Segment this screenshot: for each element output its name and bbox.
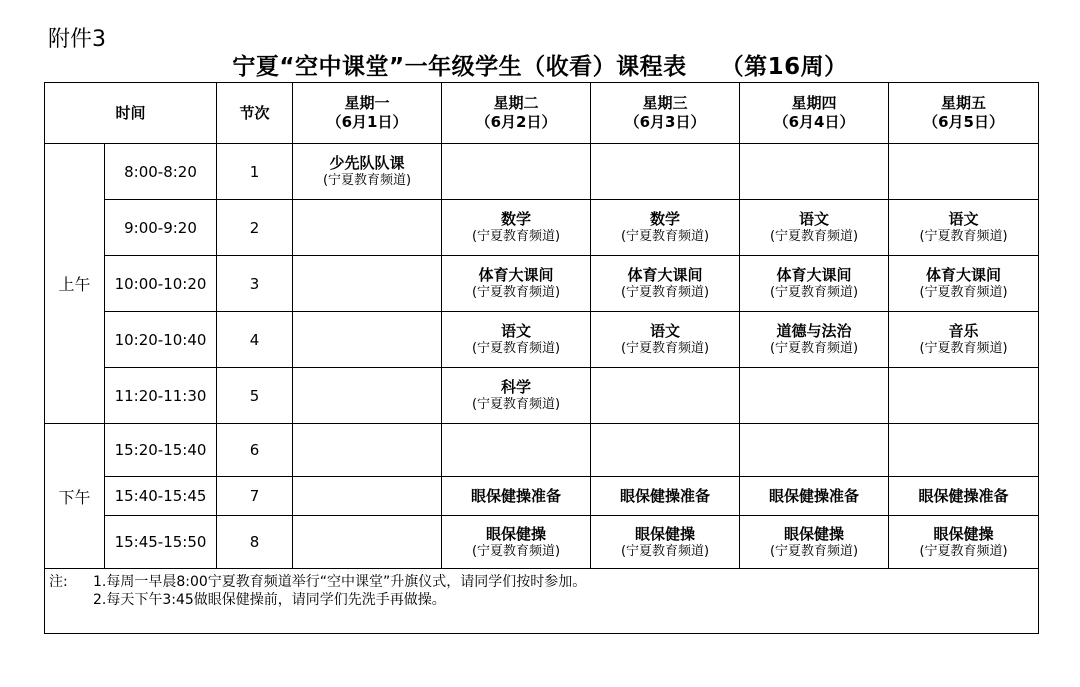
course-cell <box>740 144 889 200</box>
course-channel: (宁夏教育频道) <box>620 341 710 356</box>
course-name: 眼保健操 <box>933 524 994 543</box>
course-channel: (宁夏教育频道) <box>919 229 1008 244</box>
course-channel: (宁夏教育频道) <box>769 229 859 244</box>
header-day <box>889 83 1039 144</box>
course-name: 语文 <box>799 210 830 228</box>
day-date: （6月5日） <box>923 113 1004 131</box>
course-channel: (宁夏教育频道) <box>769 285 859 300</box>
course-name: 音乐 <box>948 322 979 340</box>
course-cell <box>740 477 889 516</box>
course-cell <box>293 516 442 569</box>
time-cell: 15:45-15:50 <box>105 516 217 569</box>
course-cell <box>591 256 740 312</box>
course-cell <box>740 516 889 569</box>
day-name: 星期五 <box>941 94 987 112</box>
course-cell <box>591 144 740 200</box>
time-cell: 8:00-8:20 <box>105 144 217 200</box>
course-cell <box>293 368 442 424</box>
course-channel: (宁夏教育频道) <box>769 543 859 559</box>
course-name: 少先队队课 <box>329 154 405 172</box>
course-cell <box>591 312 740 368</box>
course-name: 眼保健操 <box>784 524 845 543</box>
time-cell: 15:20-15:40 <box>105 424 217 477</box>
course-channel: (宁夏教育频道) <box>919 543 1008 559</box>
course-cell <box>889 312 1039 368</box>
course-cell <box>442 516 591 569</box>
course-cell <box>591 477 740 516</box>
schedule-title <box>0 48 1080 81</box>
course-name: 语文 <box>650 322 681 340</box>
day-date: （6月2日） <box>475 113 557 131</box>
course-channel: (宁夏教育频道) <box>919 285 1008 300</box>
course-cell <box>293 144 442 200</box>
header-period: 节次 <box>217 83 293 144</box>
course-channel: (宁夏教育频道) <box>471 543 561 559</box>
course-cell <box>740 424 889 477</box>
course-cell <box>591 200 740 256</box>
day-name: 星期二 <box>493 94 539 112</box>
afternoon-label: 下午 <box>45 424 105 569</box>
time-cell: 15:40-15:45 <box>105 477 217 516</box>
course-cell <box>293 200 442 256</box>
notes-row <box>45 569 1039 634</box>
course-channel: (宁夏教育频道) <box>620 285 710 300</box>
morning-label: 上午 <box>45 144 105 424</box>
period-cell: 5 <box>217 368 293 424</box>
course-name: 体育大课间 <box>627 266 703 284</box>
course-name: 科学 <box>501 378 532 396</box>
note-line-1: 1.每周一早晨8:00宁夏教育频道举行“空中课堂”升旗仪式，请同学们按时参加。 <box>93 574 587 590</box>
course-cell <box>442 477 591 516</box>
course-cell <box>740 368 889 424</box>
course-channel: (宁夏教育频道) <box>620 543 710 559</box>
day-date: （6月4日） <box>773 113 855 131</box>
course-cell <box>293 477 442 516</box>
course-channel: (宁夏教育频道) <box>620 229 710 244</box>
course-name: 眼保健操准备 <box>769 487 860 505</box>
course-cell <box>889 256 1039 312</box>
course-channel: (宁夏教育频道) <box>919 341 1008 356</box>
time-cell: 11:20-11:30 <box>105 368 217 424</box>
day-name: 星期三 <box>642 94 688 112</box>
course-name: 数学 <box>650 210 681 228</box>
course-cell <box>740 200 889 256</box>
table-row <box>45 516 1039 569</box>
course-cell <box>442 368 591 424</box>
period-cell: 7 <box>217 477 293 516</box>
notes-cell <box>45 569 1039 634</box>
course-cell <box>889 516 1039 569</box>
attachment-label: 附件3 <box>48 27 106 52</box>
course-channel: (宁夏教育频道) <box>471 341 561 356</box>
course-cell <box>591 424 740 477</box>
title-text: 宁夏“空中课堂”一年级学生（收看）课程表 <box>232 54 687 80</box>
notes-label: 注: <box>49 574 68 590</box>
table-row <box>45 424 1039 477</box>
period-cell: 3 <box>217 256 293 312</box>
course-cell <box>889 144 1039 200</box>
course-name: 眼保健操准备 <box>620 487 711 505</box>
schedule-table <box>44 82 1039 634</box>
table-row <box>45 256 1039 312</box>
course-channel: (宁夏教育频道) <box>322 173 412 188</box>
course-cell <box>740 256 889 312</box>
period-cell: 1 <box>217 144 293 200</box>
course-cell <box>889 368 1039 424</box>
course-channel: (宁夏教育频道) <box>471 229 561 244</box>
time-cell: 9:00-9:20 <box>105 200 217 256</box>
header-day <box>591 83 740 144</box>
course-name: 眼保健操 <box>486 524 547 543</box>
day-date: （6月1日） <box>326 113 408 131</box>
header-day <box>740 83 889 144</box>
time-cell: 10:00-10:20 <box>105 256 217 312</box>
course-channel: (宁夏教育频道) <box>471 397 561 412</box>
course-cell <box>442 424 591 477</box>
period-cell: 2 <box>217 200 293 256</box>
course-name: 数学 <box>501 210 532 228</box>
period-cell: 6 <box>217 424 293 477</box>
course-cell <box>293 256 442 312</box>
course-name: 体育大课间 <box>926 266 1002 284</box>
day-date: （6月3日） <box>624 113 706 131</box>
course-name: 体育大课间 <box>478 266 554 284</box>
week-label: （第16周） <box>720 54 848 80</box>
course-channel: (宁夏教育频道) <box>471 285 561 300</box>
period-cell: 8 <box>217 516 293 569</box>
header-day <box>442 83 591 144</box>
table-row <box>45 144 1039 200</box>
course-name: 语文 <box>501 322 532 340</box>
course-cell <box>293 312 442 368</box>
header-time: 时间 <box>45 83 217 144</box>
course-name: 眼保健操 <box>635 524 696 543</box>
course-name: 道德与法治 <box>776 322 852 340</box>
day-name: 星期四 <box>791 94 837 112</box>
table-row <box>45 200 1039 256</box>
course-cell <box>889 477 1039 516</box>
course-name: 眼保健操准备 <box>918 487 1009 505</box>
course-cell <box>442 144 591 200</box>
day-name: 星期一 <box>344 94 390 112</box>
course-cell <box>293 424 442 477</box>
header-row <box>45 83 1039 144</box>
course-cell <box>889 200 1039 256</box>
course-channel: (宁夏教育频道) <box>769 341 859 356</box>
course-cell <box>442 312 591 368</box>
period-cell: 4 <box>217 312 293 368</box>
course-cell <box>740 312 889 368</box>
course-name: 语文 <box>948 210 979 228</box>
course-name: 眼保健操准备 <box>471 487 562 505</box>
course-cell <box>591 368 740 424</box>
table-row <box>45 477 1039 516</box>
table-row <box>45 312 1039 368</box>
header-day <box>293 83 442 144</box>
course-cell <box>889 424 1039 477</box>
time-cell: 10:20-10:40 <box>105 312 217 368</box>
course-name: 体育大课间 <box>776 266 852 284</box>
course-cell <box>442 200 591 256</box>
table-row <box>45 368 1039 424</box>
course-cell <box>591 516 740 569</box>
note-line-2: 2.每天下午3:45做眼保健操前，请同学们先洗手再做操。 <box>93 592 446 608</box>
course-cell <box>442 256 591 312</box>
